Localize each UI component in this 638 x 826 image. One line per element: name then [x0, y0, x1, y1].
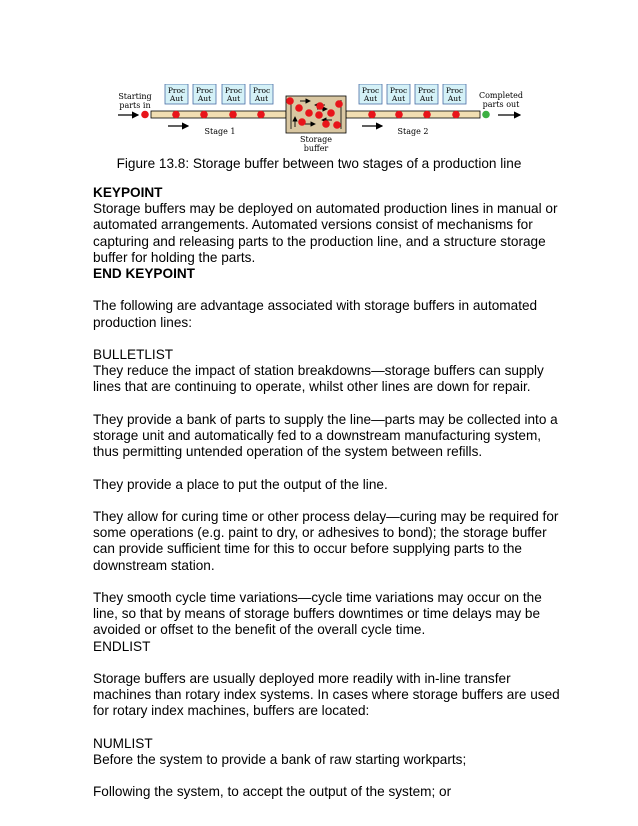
part-dot	[141, 111, 149, 119]
buffered-part	[335, 100, 343, 108]
bullet-item: They allow for curing time or other process delay—curing may be required for some operations (e.g. paint to dry, or adhesives to bond); the storage buffer can provide sufficient time for this to occur before supplying parts to the downstream station.	[93, 508, 559, 573]
svg-text:Proc: Proc	[252, 86, 271, 95]
bulletlist-marker: BULLETLIST	[93, 347, 174, 362]
svg-text:Proc: Proc	[389, 86, 408, 95]
keypoint-end: END KEYPOINT	[93, 266, 195, 282]
svg-text:Proc: Proc	[361, 86, 380, 95]
keypoint-start: KEYPOINT	[93, 185, 163, 200]
svg-text:Aut: Aut	[391, 94, 406, 103]
endlist-marker: ENDLIST	[93, 638, 151, 654]
figure-caption: Figure 13.8: Storage buffer between two stages of a production line	[116, 156, 522, 171]
stage1-station	[193, 84, 216, 104]
part-dot	[452, 111, 460, 119]
buffered-part	[322, 120, 330, 128]
bullet-item: They smooth cycle time variations—cycle time variations may occur on the line, so that by means of storage buffers downtimes or time delays may be avoided or offset to the benefit of the overall cycle time.	[93, 589, 542, 638]
buffered-part	[327, 109, 335, 117]
part-dot	[172, 111, 180, 119]
keypoint-paragraph: Storage buffers may be deployed on automated production lines in manual or automated arrangements. Automated versions consist of mechanisms for capturing and releasing parts to the production line, and a structure storage buffer for holding the parts.	[93, 201, 558, 265]
buffered-part	[316, 102, 324, 110]
buffered-part	[333, 121, 341, 129]
buffered-part	[305, 109, 313, 117]
storage-label: Storage	[300, 135, 332, 144]
stage2-station	[443, 84, 466, 104]
svg-text:Aut: Aut	[226, 94, 241, 103]
buffered-part	[286, 97, 294, 105]
svg-text:Aut: Aut	[447, 94, 462, 103]
num-item: Following the system, to accept the output of the system; or	[93, 784, 452, 800]
production-line-figure	[110, 84, 530, 159]
svg-text:Aut: Aut	[254, 94, 269, 103]
svg-text:Aut: Aut	[363, 94, 378, 103]
parts-out-label: parts out	[482, 100, 520, 109]
buffered-part	[298, 118, 306, 126]
stage2-conveyor	[346, 111, 480, 118]
stage2-station	[387, 84, 410, 104]
svg-text:Proc: Proc	[195, 86, 214, 95]
part-dot	[257, 111, 265, 119]
completed-part-dot	[482, 111, 490, 119]
bullet-item: They provide a place to put the output of the line.	[93, 476, 388, 492]
part-dot	[395, 111, 403, 119]
buffered-part	[295, 104, 303, 112]
bullet-item: They reduce the impact of station breakdowns—storage buffers can supply lines that are continuing to operate, whilst other lines are down for repair.	[93, 363, 544, 395]
part-dot	[200, 111, 208, 119]
stage2-station	[359, 84, 382, 104]
svg-text:Aut: Aut	[419, 94, 434, 103]
num-item: Before the system to provide a bank of raw starting workparts;	[93, 751, 467, 767]
stage1-station	[250, 84, 273, 104]
bullet-item: They provide a bank of parts to supply the line—parts may be collected into a storage unit and automatically fed to a downstream manufacturing system, thus permitting untended operation of the system between refills.	[93, 411, 558, 460]
buffered-part	[315, 111, 323, 119]
svg-text:Proc: Proc	[417, 86, 436, 95]
svg-text:Proc: Proc	[445, 86, 464, 95]
completed-label: Completed	[478, 91, 524, 100]
body-text	[93, 185, 563, 801]
stage1-station	[165, 84, 188, 104]
part-dot	[423, 111, 431, 119]
intro-paragraph: The following are advantage associated with storage buffers in automated production lines:	[93, 298, 538, 330]
buffer-label: buffer	[303, 144, 329, 153]
numlist-marker: NUMLIST	[93, 735, 153, 751]
svg-text:Aut: Aut	[197, 94, 212, 103]
stage1-conveyor	[151, 111, 286, 118]
svg-text:Aut: Aut	[169, 94, 184, 103]
starting-label: Starting	[118, 92, 152, 101]
parts-in-label: parts in	[119, 101, 151, 110]
svg-text:Proc: Proc	[167, 86, 186, 95]
stage1-label: Stage 1	[204, 127, 236, 136]
after-list-paragraph: Storage buffers are usually deployed more readily with in-line transfer machines than rotary index systems. In cases where storage buffers are used for rotary index machines, buffers are located:	[93, 670, 560, 719]
part-dot	[368, 111, 376, 119]
stage2-label: Stage 2	[397, 127, 429, 136]
stage1-station	[222, 84, 245, 104]
svg-text:Proc: Proc	[224, 86, 243, 95]
stage2-station	[415, 84, 438, 104]
part-dot	[229, 111, 237, 119]
